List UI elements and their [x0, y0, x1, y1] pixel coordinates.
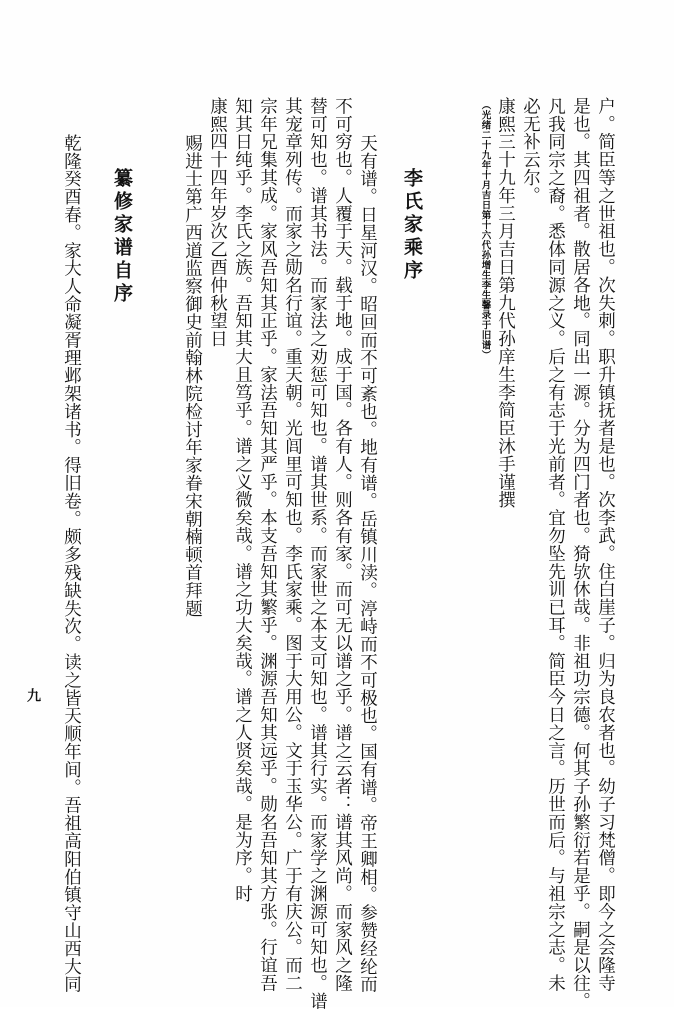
transcription-note: （光绪二十九年十月吉日第十六代孙增生李生馨录于旧谱）	[479, 100, 491, 360]
page-number: 九	[25, 688, 41, 702]
text-line: 必无补云尔。	[520, 97, 541, 205]
text-line: 不可穷也。人覆于天。载于地。成于国。各有人。则各有家。而可无以谱之乎。谱之云者：谱其风尚。而家风之隆	[332, 97, 353, 992]
text-line: 户。简臣等之世祖也。次失刺。职升镇抚者是也。次李武。住白崖子。归为良农者也。幼子习梵僧。即今之会隆寺	[595, 97, 616, 992]
text-line: 凡我同宗之裔。悉体同源之义。后之有志于光前者。宜勿坠先训已耳。简臣今日之言。历世而后。与祖宗之志。未	[545, 97, 566, 992]
section-title: 李氏家乘序	[401, 168, 423, 283]
text-line: 天有谱。日星河汉。昭回而不可紊也。地有谱。岳镇川渎。渟峙而不可极也。国有谱。帝王卿相。参赞经纶而	[357, 134, 378, 994]
text-line: 其宠章列传。而家之勋名行谊。重天朝。光闾里可知也。李氏家乘。图于大用公。文于玉华公。广于有庆公。而二	[282, 97, 303, 992]
text-line: 宗年兄集其成。家风吾知其正乎。家法吾知其严乎。本支吾知其繁乎。渊源吾知其远乎。勋名吾知其方张。行谊吾	[257, 97, 278, 992]
text-line: 替可知也。谱其书法。而家法之劝惩可知也。谱其世系。而家世之本支可知也。谱其行实。而家学之渊源可知也。谱	[307, 97, 328, 1010]
date-line: 康熙四十四年岁次乙酉仲秋望日	[207, 97, 228, 348]
text-line: 乾隆癸酉春。家大人命凝胥理邺架诸书。得旧卷。颇多残缺失次。读之皆天顺年间。吾祖高阳伯镇守山西大同	[61, 134, 82, 994]
text-line: 是也。其四祖者。散居各地。同出一源。分为四门者也。猗欤休哉。非祖功宗德。何其子孙繁衍若是乎。嗣是以往。	[570, 97, 591, 1010]
signature-line: 康熙三十九年三月吉日第九代孙庠生李简臣沐手谨撰	[495, 97, 516, 509]
section-title: 纂修家谱自序	[111, 168, 133, 306]
author-line: 赐进士第广西道监察御史前翰林院检讨年家眷宋朝楠顿首拜题	[182, 134, 203, 618]
text-line: 知其日纯乎。李氏之族。吾知其大且笃乎。谱之义微矣哉。谱之功大矣哉。谱之人贤矣哉。是为序。时	[232, 97, 253, 903]
